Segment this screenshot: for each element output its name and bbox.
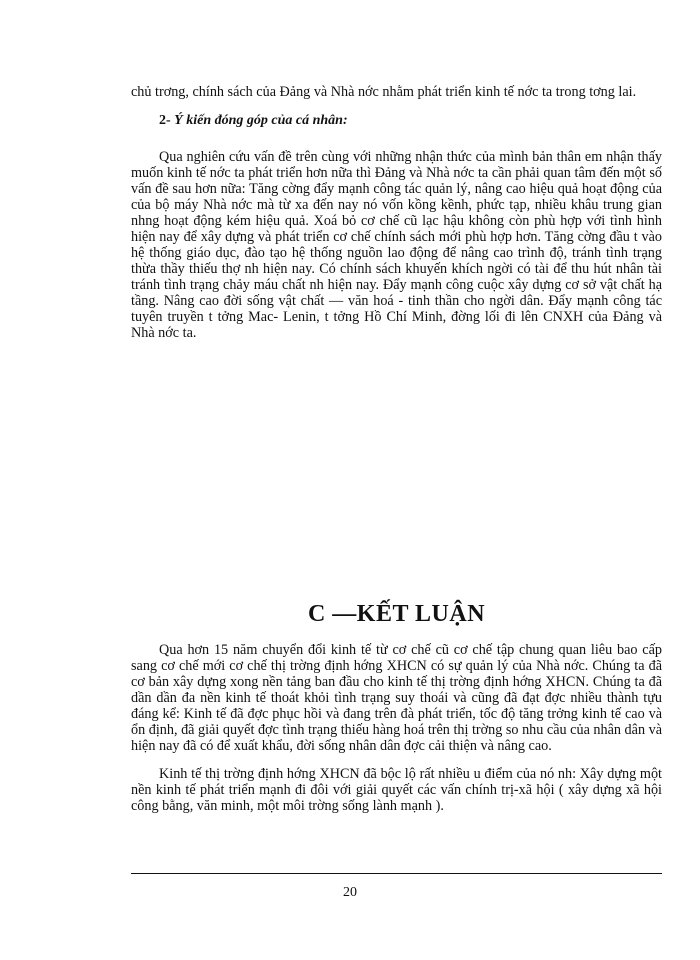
page-number: 20 [343,885,357,900]
footer-rule [131,873,662,874]
chapter-title: C —KẾT LUẬN [307,601,486,627]
blank-space [131,341,662,600]
subheading-number: 2- [159,113,171,128]
subheading-text: Ý kiến đóng góp của cá nhân: [174,113,348,128]
conclusion-paragraph-1: Qua hơn 15 năm chuyển đổi kinh tế từ cơ chế cũ cơ chế tập chung quan liêu bao cấp sang cơ chế mới cơ chế thị trờng định hớng XHCN có sự quản lý của Nhà nớc. Chúng ta đã cơ bản xây dựng xong nền tảng ban đầu cho kinh tế thị trờng định hớng XHCN. Chúng ta đã dần dần đa nền kinh tế thoát khỏi tình trạng suy thoái và cũng đã đạt đợc nhiều thành tựu đáng kể: Kinh tế đã đợc phục hồi và đang trên đà phát triển, tốc độ tăng trởng kinh tế cao và ổn định, đã giải quyết đợc tình trạng thiếu hàng hoá trên thị trờng so nhu cầu của nhân dân và hiện nay đã có để xuất khẩu, đời sống nhân dân đợc cải thiện và nâng cao. [131,642,662,754]
document-body [131,84,662,814]
conclusion-paragraph-2: Kinh tế thị trờng định hớng XHCN đã bộc lộ rất nhiều u điểm của nó nh: Xây dựng một nền kinh tế phát triển mạnh đi đôi với giải quyết các vấn chính trị-xã hội ( xây dựng xã hội công bằng, văn minh, một môi trờng sống lành mạnh ). [131,766,662,814]
opinion-paragraph: Qua nghiên cứu vấn đề trên cùng với những nhận thức của mình bản thân em nhận thấy muốn kinh tế nớc ta phát triển hơn nữa thì Đảng và Nhà nớc ta cần phải quan tâm đến một số vấn đề sau hơn nữa: Tăng cờng đẩy mạnh công tác quản lý, nâng cao hiệu quả hoạt động của của bộ máy Nhà nớc mà từ xa đến nay nó vốn kồng kềnh, phức tạp, nhiều khâu trung gian nhng hoạt động kém hiệu quả. Xoá bỏ cơ chế cũ lạc hậu không còn phù hợp với tình hình hiện nay để xây dựng và phát triển cơ chế chính sách mới phù hợp hơn. Tăng cờng đầu t vào hệ thống giáo dục, đào tạo hệ thống nguồn lao động để nâng cao trình độ, tránh tình trạng thừa thầy thiếu thợ nh hiện nay. Có chính sách khuyến khích ngời có tài để thu hút nhân tài tránh tình trạng chảy máu chất nh hiện nay. Đẩy mạnh công cuộc xây dựng cơ sở vật chất hạ tầng. Nâng cao đời sống vật chất — văn hoá - tinh thần cho ngời dân. Đẩy mạnh công tác tuyên truyền t tởng Mac- Lenin, t tởng Hồ Chí Minh, đờng lối đi lên CNXH của Đảng và Nhà nớc ta. [131,149,662,341]
subheading [159,113,662,129]
opening-paragraph: chủ trơng, chính sách của Đảng và Nhà nớc nhằm phát triển kinh tế nớc ta trong tơng lai. [131,84,637,100]
